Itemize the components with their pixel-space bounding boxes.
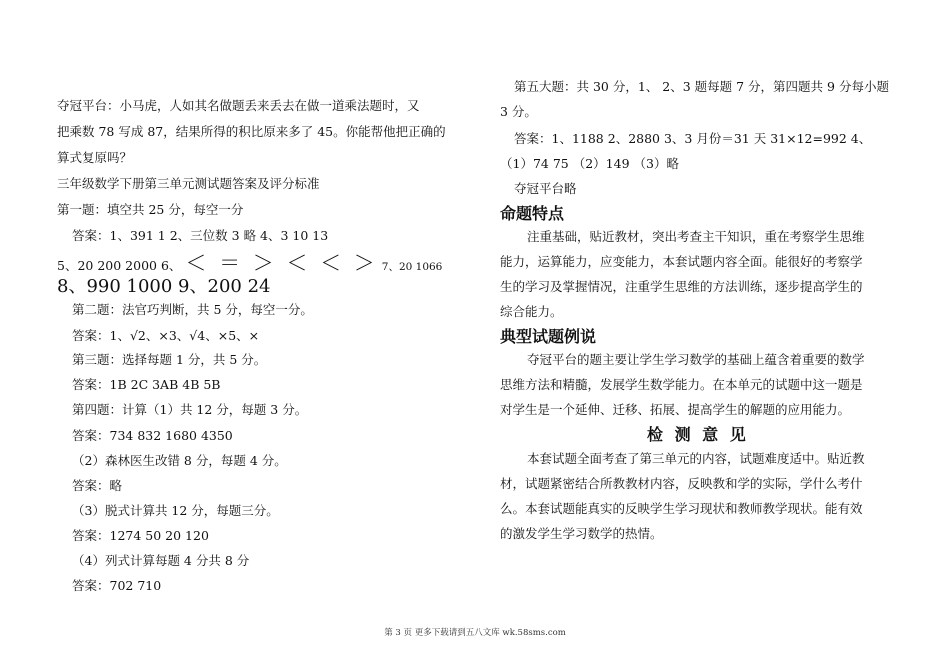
answer-row-large: 8、990 1000 9、200 24 <box>57 276 271 297</box>
answer-line: 答案：734 832 1680 4350 <box>72 428 233 443</box>
question-heading: 第二题：法官巧判断，共 5 分，每空一分。 <box>72 302 313 317</box>
question-heading: 第三题：选择每题 1 分，共 5 分。 <box>72 352 267 367</box>
section-title: 命题特点 <box>500 204 565 223</box>
answer-line: 答案：1、√2、×3、√4、×5、× <box>72 328 260 343</box>
paragraph-line: 算式复原吗？ <box>57 150 133 165</box>
answer-line: 答案：1、1188 2、2880 3、3 月份＝31 天 31×12=992 4、 <box>514 131 872 146</box>
paragraph-line: 生的学习及掌握情况，注重学生思维的方法训练，逐步提高学生的 <box>500 279 863 294</box>
question-heading: 第四题：计算（1）共 12 分，每题 3 分。 <box>72 402 308 417</box>
question-heading: 第五大题：共 30 分，1、 2、3 题每题 7 分，第四题共 9 分每小题 <box>514 79 889 94</box>
paragraph-line: 材，试题紧密结合所教教材内容，反映教和学的实际，学什么考什 <box>500 476 863 491</box>
sub-question: （2）森林医生改错 8 分，每题 4 分。 <box>72 453 287 468</box>
answer-title: 三年级数学下册第三单元测试题答案及评分标准 <box>57 176 320 191</box>
comparison-symbols: ＜ ＝ ＞ ＜ ＜ ＞ <box>185 251 378 275</box>
paragraph-line: 综合能力。 <box>500 304 563 319</box>
paragraph-line: 夺冠平台：小马虎，人如其名做题丢来丢去在做一道乘法题时，又 <box>57 98 420 113</box>
paragraph-line: 思维方法和精髓，发展学生数学能力。在本单元的试题中这一题是 <box>500 377 863 392</box>
paragraph-line: 么。本套试题能真实的反映学生学习现状和教师教学现状。能有效 <box>500 501 863 516</box>
answer-line: 答案：1、391 1 2、三位数 3 略 4、3 10 13 <box>72 228 329 243</box>
answer-line: 答案：略 <box>72 478 123 493</box>
paragraph-line: 把乘数 78 写成 87，结果所得的积比原来多了 45。你能帮他把正确的 <box>57 124 446 139</box>
section-title: 典型试题例说 <box>500 327 597 346</box>
sub-question: （4）列式计算每题 4 分共 8 分 <box>72 553 250 568</box>
row-prefix: 5、20 200 2000 6、 <box>57 258 182 273</box>
row-suffix: 7、20 1066 <box>381 261 443 273</box>
paragraph-line: 本套试题全面考查了第三单元的内容，试题难度适中。贴近教 <box>527 451 865 466</box>
paragraph-line: 的激发学生学习数学的热情。 <box>500 526 663 541</box>
page-footer: 第 3 页 更多下载请到五八文库 wk.58sms.com <box>384 628 566 638</box>
paragraph-line: 3 分。 <box>500 104 537 119</box>
paragraph-line: 对学生是一个延伸、迁移、拓展、提高学生的解题的应用能力。 <box>500 402 851 417</box>
answer-line: 答案：1B 2C 3AB 4B 5B <box>72 377 221 392</box>
answer-line: 答案：1274 50 20 120 <box>72 528 209 543</box>
answer-row-symbols <box>57 252 442 275</box>
sub-question: （3）脱式计算共 12 分，每题三分。 <box>72 503 279 518</box>
paragraph-line: 夺冠平台的题主要让学生学习数学的基础上蕴含着重要的数学 <box>527 352 865 367</box>
paragraph-line: 注重基础，贴近教材，突出考查主干知识，重在考察学生思维 <box>527 229 865 244</box>
answer-line: （1）74 75 （2）149 （3）略 <box>500 156 679 171</box>
question-heading: 第一题：填空共 25 分，每空一分 <box>57 202 244 217</box>
answer-line: 答案：702 710 <box>72 578 162 593</box>
paragraph-line: 能力，运算能力，应变能力，本套试题内容全面。能很好的考察学 <box>500 254 863 269</box>
answer-line: 夺冠平台略 <box>514 181 577 196</box>
section-title: 检 测 意 见 <box>647 425 749 444</box>
